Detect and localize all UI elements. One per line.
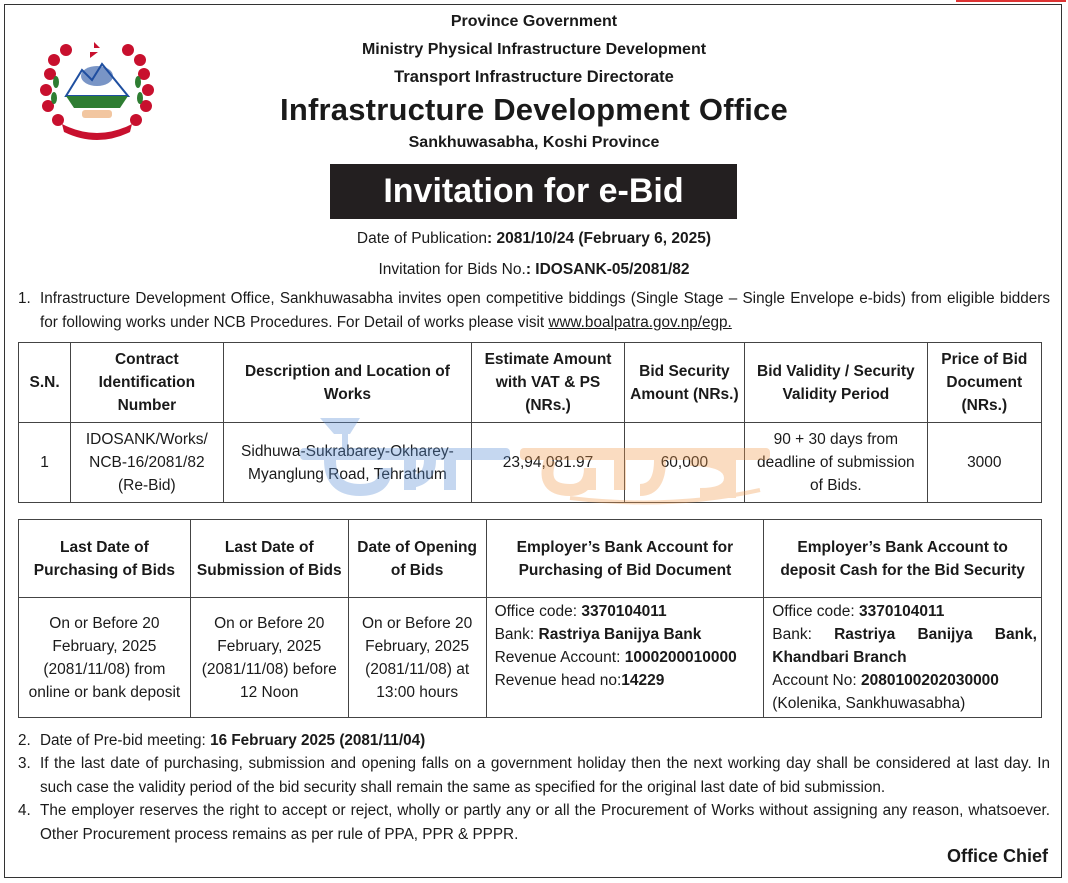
ministry-name: Ministry Physical Infrastructure Development — [361, 41, 707, 58]
paragraph-4-number: 4. — [18, 802, 31, 819]
works-table — [18, 342, 1042, 503]
paragraph-1-text: Infrastructure Development Office, Sankhuwasabha invites open competitive biddings (Single Stage – Single Envelope e-bids) from eligible bidders for following works under NCB Procedures. For Detail of works please visit — [40, 290, 1050, 331]
paragraph-3 — [18, 752, 1050, 799]
prebid-label: Date of Pre-bid meeting: — [40, 732, 211, 749]
cell-bank-security — [764, 598, 1042, 718]
publication-date-label: Date of Publication — [356, 230, 488, 247]
paragraph-4 — [18, 799, 1050, 846]
publication-date-value: : 2081/10/24 (February 6, 2025) — [487, 230, 712, 247]
cell-submission-date: On or Before 20 February, 2025 (2081/11/08) before 12 Noon — [190, 598, 348, 718]
directorate-name: Transport Infrastructure Directorate — [394, 68, 674, 86]
revenue-head-value: 14229 — [621, 672, 665, 689]
cell-validity: 90 + 30 days from deadline of submission of Bids. — [745, 423, 928, 503]
col-bid-security: Bid Security Amount (NRs.) — [624, 343, 744, 423]
prebid-date: 16 February 2025 (2081/11/04) — [210, 732, 426, 749]
office-code-label: Office code: — [772, 603, 859, 620]
cell-opening-date: On or Before 20 February, 2025 (2081/11/08) at 13:00 hours — [348, 598, 486, 718]
ifb-number-value: : IDOSANK-05/2081/82 — [525, 261, 690, 278]
cell-price: 3000 — [927, 423, 1041, 503]
col-bank-purchase: Employer’s Bank Account for Purchasing of Bid Document — [486, 520, 764, 598]
account-label: Account No: — [772, 672, 861, 689]
corner-mark — [956, 0, 1066, 2]
revenue-account-value: 1000200010000 — [624, 649, 737, 666]
paragraph-1-number: 1. — [18, 290, 31, 307]
col-validity: Bid Validity / Security Validity Period — [745, 343, 928, 423]
col-bank-security: Employer’s Bank Account to deposit Cash for the Bid Security — [764, 520, 1042, 598]
revenue-account-label: Revenue Account: — [494, 649, 625, 666]
bolpatra-link[interactable]: www.boalpatra.gov.np/egp. — [548, 313, 732, 331]
col-opening-date: Date of Opening of Bids — [348, 520, 486, 598]
paragraph-4-text: The employer reserves the right to accept or reject, wholly or partly any or all the Procurement of Works without assigning any reason, whatsoever. Other Procurement process remains as per rule of PPA, PPR & PPPR. — [40, 802, 1050, 843]
table-row — [19, 598, 1042, 718]
cell-description: Sidhuwa-Sukrabarey-Okharey-Myanglung Road, Tehrathum — [223, 423, 472, 503]
col-contract-id: Contract Identification Number — [71, 343, 223, 423]
col-last-submission: Last Date of Submission of Bids — [190, 520, 348, 598]
signoff: Office Chief — [946, 846, 1048, 866]
dates-bank-table — [18, 519, 1042, 718]
office-code-value: 3370104011 — [581, 603, 667, 620]
cell-estimate: 23,94,081.97 — [472, 423, 624, 503]
revenue-head-label: Revenue head no: — [494, 672, 622, 689]
col-last-purchase: Last Date of Purchasing of Bids — [19, 520, 191, 598]
province-government: Province Government — [450, 13, 618, 30]
paragraph-3-number: 3. — [18, 755, 31, 772]
cell-bid-security: 60,000 — [624, 423, 744, 503]
cell-contract-id: IDOSANK/Works/ NCB-16/2081/82 (Re-Bid) — [71, 423, 223, 503]
col-description: Description and Location of Works — [223, 343, 472, 423]
office-location: Sankhuwasabha, Koshi Province — [408, 134, 660, 151]
cell-sn: 1 — [19, 423, 71, 503]
col-estimate: Estimate Amount with VAT & PS (NRs.) — [472, 343, 624, 423]
table-row — [19, 423, 1042, 503]
col-sn: S.N. — [19, 343, 71, 423]
paragraph-3-text: If the last date of purchasing, submission and opening falls on a government holiday then the next working day shall be considered at last day. In such case the validity period of the bid security shall remain the same as specified for the original last date of bid submission. — [40, 755, 1050, 796]
ifb-number-label: Invitation for Bids No. — [378, 261, 526, 278]
publication-date — [0, 230, 1068, 248]
bank-value: Rastriya Banijya Bank — [538, 626, 702, 643]
paragraph-2 — [18, 729, 1050, 753]
paragraph-2-number: 2. — [18, 732, 31, 749]
bank-value: Rastriya Banijya Bank, Khandbari Branch — [772, 626, 1037, 666]
cell-bank-purchase — [486, 598, 764, 718]
ifb-number — [0, 261, 1068, 279]
document-title: Invitation for e-Bid — [330, 164, 737, 219]
col-price: Price of Bid Document (NRs.) — [927, 343, 1041, 423]
cell-purchase-date: On or Before 20 February, 2025 (2081/11/08) from online or bank deposit — [19, 598, 191, 718]
bank-label: Bank: — [772, 626, 835, 643]
office-name: Infrastructure Development Office — [280, 92, 788, 127]
office-code-label: Office code: — [494, 603, 582, 620]
paragraph-1 — [18, 287, 1050, 334]
office-code-value: 3370104011 — [858, 603, 945, 620]
bank-label: Bank: — [494, 626, 539, 643]
account-note: (Kolenika, Sankhuwasabha) — [772, 695, 966, 712]
account-value: 2080100202030000 — [861, 672, 999, 689]
